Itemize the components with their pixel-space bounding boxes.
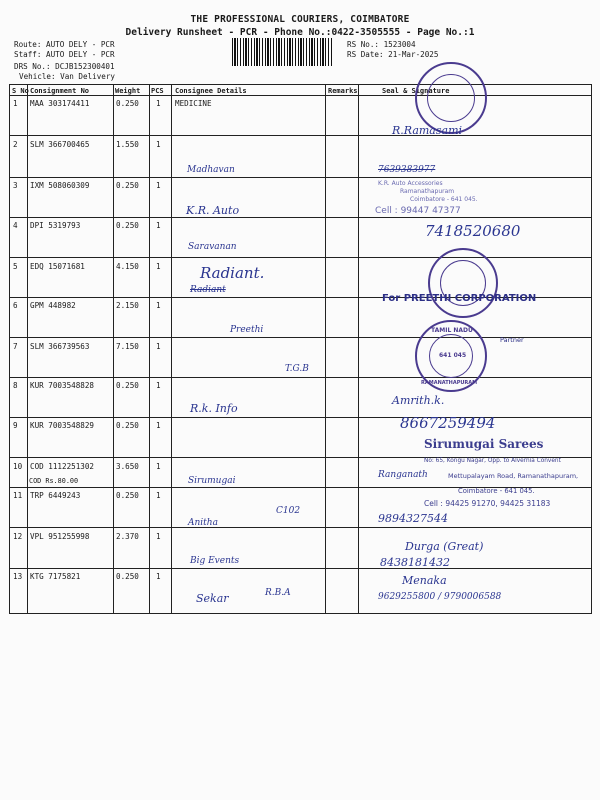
hw-consignee-3: K.R. Auto	[186, 204, 240, 217]
row-sno: 2	[13, 140, 18, 149]
row-sno: 12	[13, 532, 23, 541]
hw-consignee-4: Saravanan	[188, 242, 237, 252]
row-consignment: SLM 366700465	[30, 140, 90, 149]
hw-consignee-5-struck: Radiant	[190, 285, 226, 295]
hw-consignee-11b: C102	[276, 506, 301, 516]
row-pcs: 1	[156, 462, 161, 471]
row-sno: 6	[13, 301, 18, 310]
sirumugai-address-1: No: 65, Kongu Nagar, Opp. to Alvernia Convent	[424, 458, 561, 464]
staff-label: Staff: AUTO DELY - PCR	[14, 50, 115, 59]
hw-consignee-10: Sirumugai	[188, 476, 236, 486]
hw-signature-12b: 8438181432	[380, 556, 450, 569]
seal-label: TAMIL NADU	[431, 327, 473, 334]
row-sno: 3	[13, 181, 18, 190]
hw-signature-13a: Menaka	[402, 574, 447, 587]
hw-consignee-8: R.k. Info	[190, 402, 238, 415]
row-weight: 2.150	[116, 301, 139, 310]
row-divider	[10, 217, 591, 218]
kr-auto-stamp-2: Ramanathapuram	[400, 188, 455, 195]
row-sno: 9	[13, 421, 18, 430]
hw-signature-13b: 9629255800 / 9790006588	[378, 592, 502, 602]
row-consignment: KTG 7175821	[30, 572, 81, 581]
cod-amount: COD Rs.80.00	[29, 477, 79, 485]
row-pcs: 1	[156, 301, 161, 310]
document-title: THE PROFESSIONAL COURIERS, COIMBATORE	[190, 14, 410, 25]
row-weight: 0.250	[116, 491, 139, 500]
rs-number: RS No.: 1523004	[347, 40, 416, 49]
hw-consignee-12: Big Events	[190, 556, 240, 566]
row-sno: 4	[13, 221, 18, 230]
col-divider	[27, 85, 28, 613]
col-header-consignee: Consignee Details	[175, 87, 247, 95]
row-pcs: 1	[156, 532, 161, 541]
partner-label: Partner	[500, 336, 524, 344]
row-divider	[10, 135, 591, 136]
sirumugai-phone: Cell : 94425 91270, 94425 31183	[424, 499, 551, 508]
kr-auto-stamp-3: Coimbatore - 641 045.	[410, 196, 478, 203]
hw-consignee-2: Madhavan	[187, 165, 235, 175]
col-header-consignment: Consignment No	[30, 87, 90, 95]
row-consignment: KUR 7003548829	[30, 421, 95, 430]
hw-signature-12a: Durga (Great)	[405, 540, 484, 553]
seal-stamp-icon	[428, 248, 498, 318]
row-pcs: 1	[156, 181, 161, 190]
hw-signature-9: 8667259494	[400, 414, 496, 432]
row-sno: 1	[13, 99, 18, 108]
row-weight: 0.250	[116, 221, 139, 230]
hw-consignee-6: Preethi	[230, 325, 264, 335]
row-consignment: EDQ 15071681	[30, 262, 85, 271]
row-details: MEDICINE	[175, 99, 212, 108]
header-divider	[10, 95, 591, 96]
sirumugai-address-3: Coimbatore - 641 045.	[458, 487, 535, 495]
row-sno: 10	[13, 462, 23, 471]
col-header-pcs: PCS	[151, 87, 164, 95]
row-consignment: DPI 5319793	[30, 221, 81, 230]
row-consignment: SLM 366739563	[30, 342, 90, 351]
seal-stamp-icon	[415, 320, 487, 392]
row-sno: 5	[13, 262, 18, 271]
row-sno: 11	[13, 491, 23, 500]
row-consignment: VPL 951255998	[30, 532, 90, 541]
kr-auto-phone: Cell : 99447 47377	[375, 206, 461, 216]
col-divider	[171, 85, 172, 613]
row-weight: 2.370	[116, 532, 139, 541]
row-weight: 7.150	[116, 342, 139, 351]
seal-inner-icon	[427, 74, 475, 122]
barcode-icon	[232, 38, 332, 66]
row-pcs: 1	[156, 491, 161, 500]
row-consignment: IXM 508060309	[30, 181, 90, 190]
row-divider	[10, 568, 591, 569]
hw-signature-11-name: Ranganath	[378, 470, 428, 480]
row-divider	[10, 177, 591, 178]
seal-label: 641 045	[439, 352, 467, 359]
row-consignment: KUR 7003548828	[30, 381, 95, 390]
hw-consignee-13: Sekar	[196, 592, 229, 605]
document-subtitle: Delivery Runsheet - PCR - Phone No.:0422-3505555 - Page No.:1	[125, 27, 475, 38]
row-divider	[10, 417, 591, 418]
row-pcs: 1	[156, 421, 161, 430]
hw-signature-2: 7639383977	[378, 165, 436, 175]
row-pcs: 1	[156, 140, 161, 149]
hw-signature-1: R.Ramasami	[392, 124, 463, 137]
sirumugai-address-2: Mettupalayam Road, Ramanathapuram,	[448, 472, 579, 480]
hw-signature-3: 7418520680	[425, 222, 521, 240]
col-header-weight: Weight	[115, 87, 141, 95]
row-consignment: GPM 448982	[30, 301, 76, 310]
col-header-remarks: Remarks	[328, 87, 358, 95]
runsheet-table	[9, 84, 592, 614]
hw-signature-11: 9894327544	[378, 512, 448, 525]
row-pcs: 1	[156, 221, 161, 230]
seal-label: RAMANATHAPURAM	[421, 380, 478, 386]
row-pcs: 1	[156, 342, 161, 351]
rs-date: RS Date: 21-Mar-2025	[347, 50, 439, 59]
row-consignment: COD 1112251302	[30, 462, 95, 471]
vehicle-label: Vehicle: Van Delivery	[19, 72, 116, 81]
sirumugai-stamp-name: Sirumugai Sarees	[424, 437, 544, 451]
col-header-sno: S No	[12, 87, 29, 95]
row-weight: 0.250	[116, 381, 139, 390]
row-weight: 3.650	[116, 462, 139, 471]
drs-number: DRS No.: DCJB152300401	[14, 62, 115, 71]
row-pcs: 1	[156, 381, 161, 390]
row-consignment: MAA 303174411	[30, 99, 90, 108]
kr-auto-stamp-1: K.R. Auto Accessories	[378, 180, 443, 187]
col-header-seal: Seal & Signature	[382, 87, 450, 95]
row-divider	[10, 377, 591, 378]
col-divider	[358, 85, 359, 613]
row-weight: 1.550	[116, 140, 139, 149]
col-divider	[325, 85, 326, 613]
col-divider	[149, 85, 150, 613]
row-sno: 8	[13, 381, 18, 390]
row-weight: 0.250	[116, 572, 139, 581]
row-pcs: 1	[156, 99, 161, 108]
hw-consignee-5: Radiant.	[200, 264, 265, 282]
hw-signature-8: Amrith.k.	[392, 394, 445, 407]
route-label: Route: AUTO DELY - PCR	[14, 40, 115, 49]
row-divider	[10, 257, 591, 258]
row-sno: 13	[13, 572, 23, 581]
row-sno: 7	[13, 342, 18, 351]
row-weight: 0.250	[116, 99, 139, 108]
row-pcs: 1	[156, 572, 161, 581]
row-weight: 4.150	[116, 262, 139, 271]
row-consignment: TRP 6449243	[30, 491, 81, 500]
row-weight: 0.250	[116, 181, 139, 190]
hw-consignee-13b: R.B.A	[265, 588, 291, 598]
preethi-stamp: For PREETHI CORPORATION	[382, 293, 537, 304]
row-pcs: 1	[156, 262, 161, 271]
hw-consignee-11: Anitha	[188, 518, 218, 528]
row-divider	[10, 527, 591, 528]
row-weight: 0.250	[116, 421, 139, 430]
hw-consignee-7: T.G.B	[285, 364, 309, 374]
col-divider	[113, 85, 114, 613]
